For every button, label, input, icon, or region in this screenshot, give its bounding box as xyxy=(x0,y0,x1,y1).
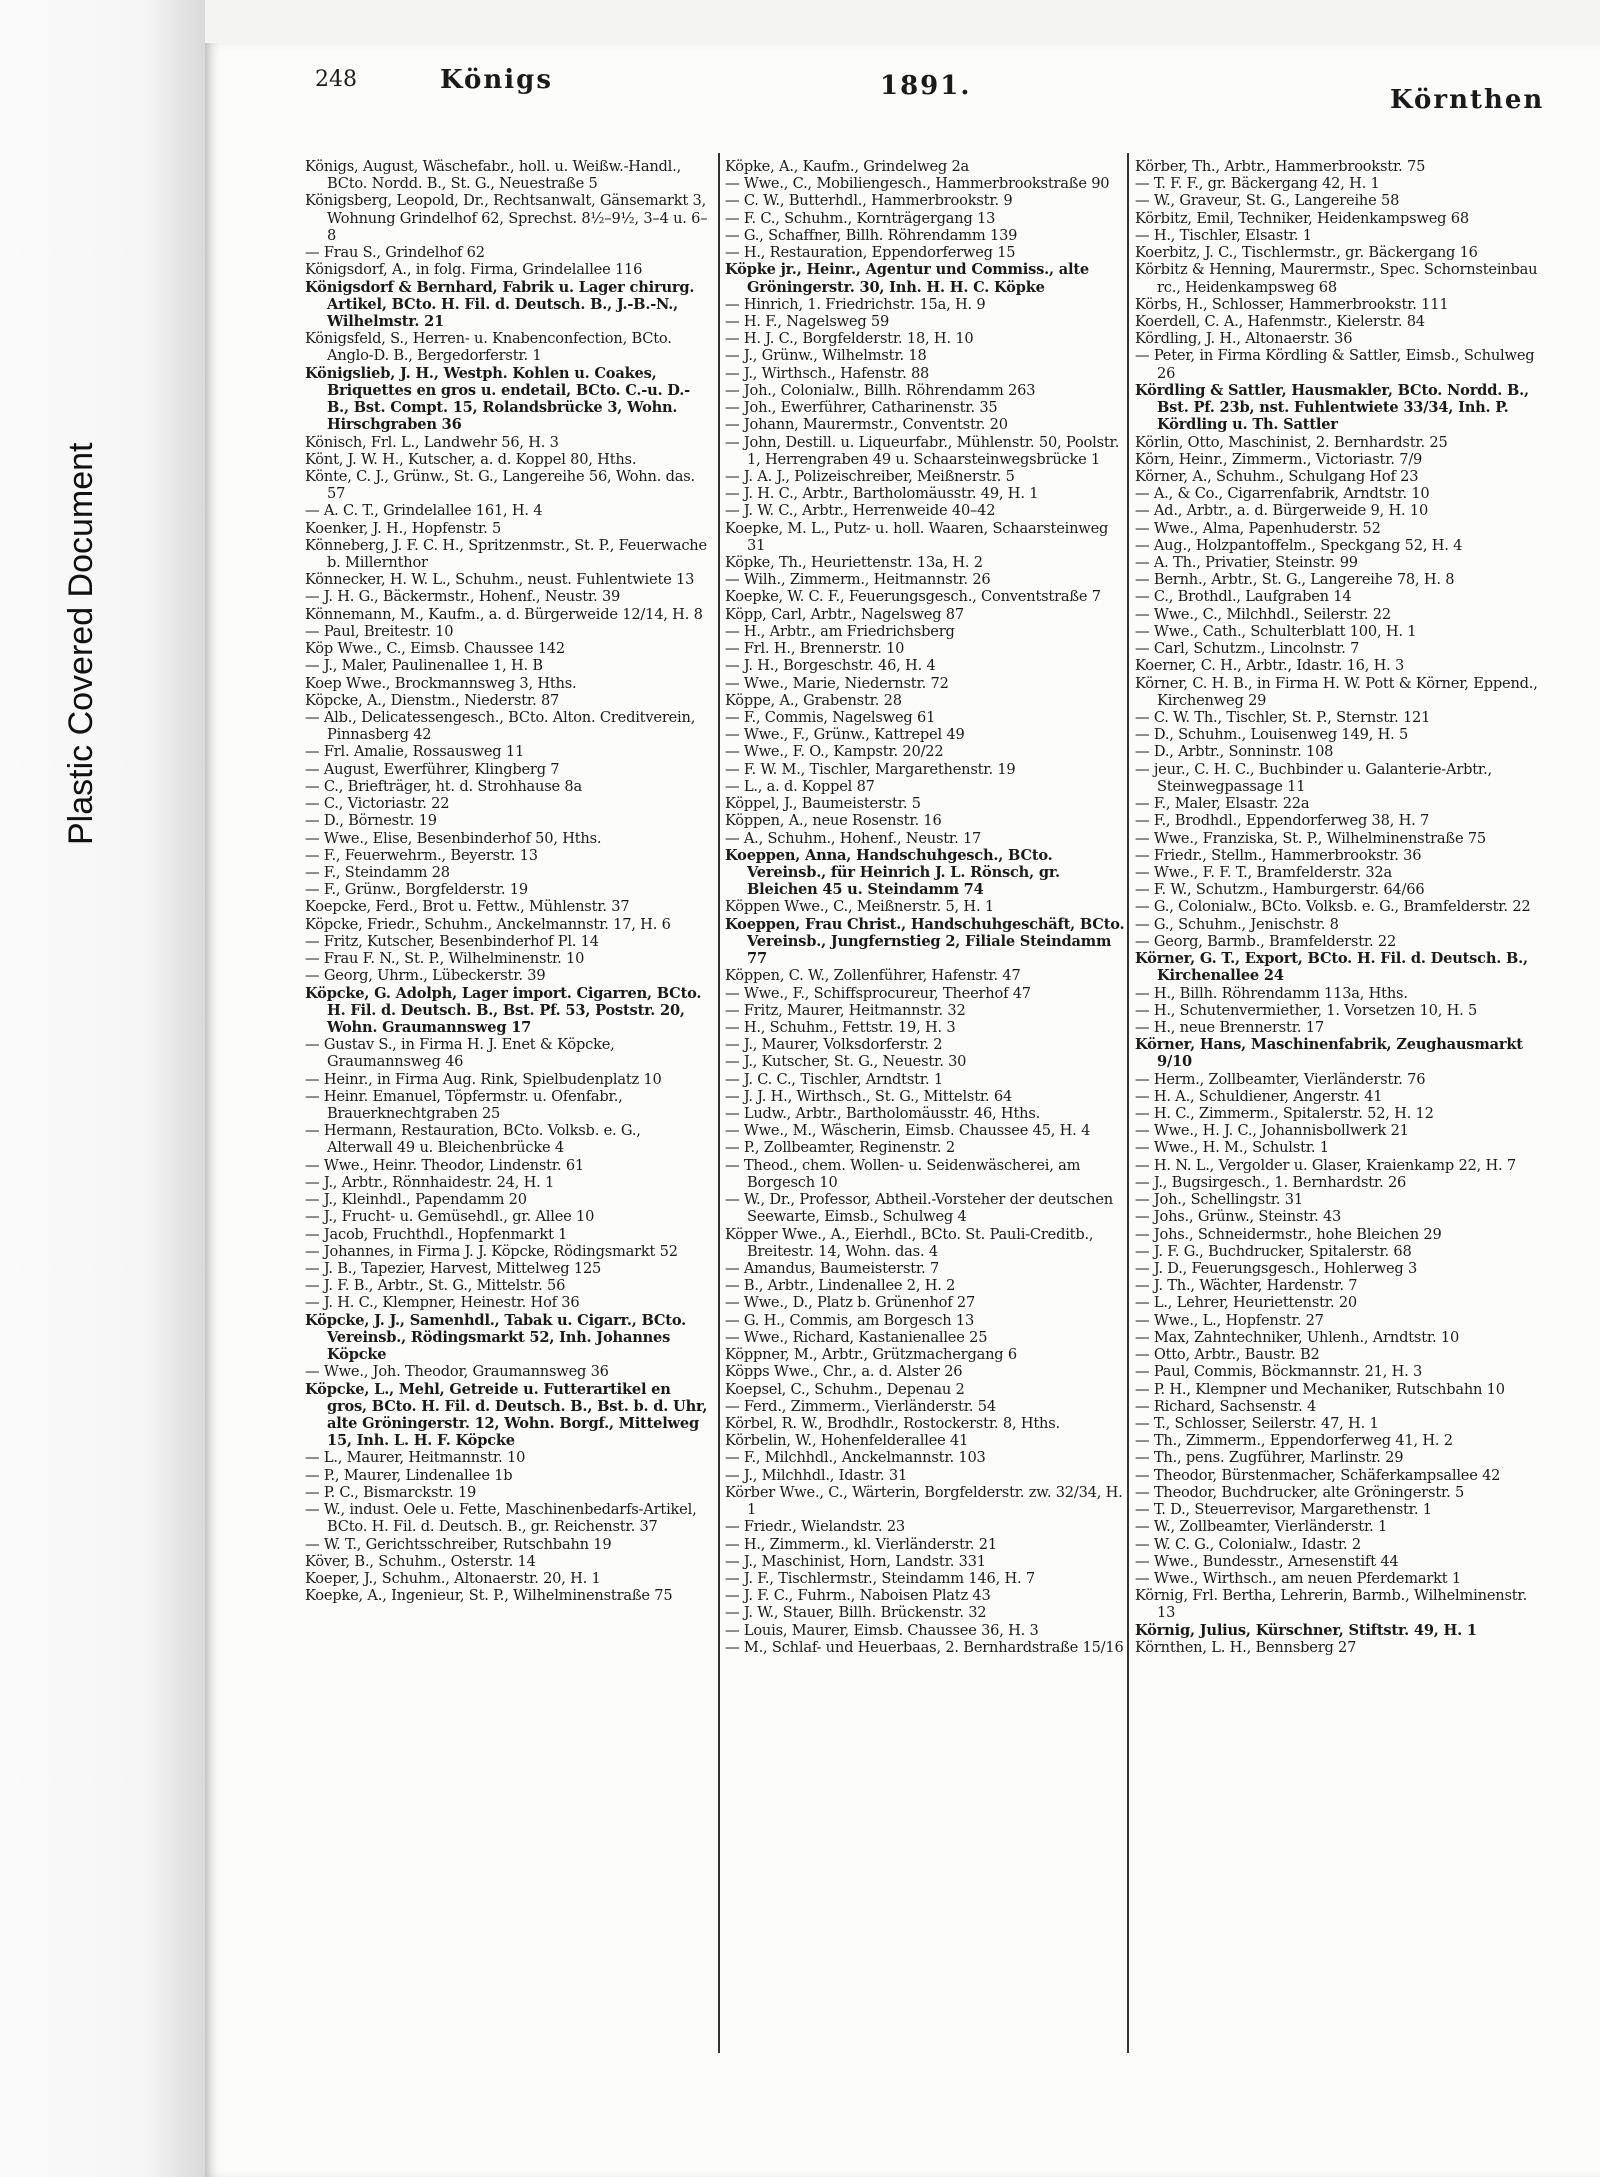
directory-entry: Köpcke, A., Dienstm., Niederstr. 87 xyxy=(305,691,560,709)
directory-entry: — J. H. C., Arbtr., Bartholomäusstr. 49, H. 1 xyxy=(725,485,1039,503)
directory-entry: — Johann, Maurermstr., Conventstr. 20 xyxy=(725,416,1008,434)
directory-entry: — T. F. F., gr. Bäckergang 42, H. 1 xyxy=(1135,175,1380,193)
directory-entry: — Gustav S., in Firma H. J. Enet & Köpcke, Graumannsweg 46 xyxy=(305,1036,615,1071)
directory-entry: — Wwe., F., Grünw., Kattrepel 49 xyxy=(725,726,965,744)
directory-entry: — C. W. Th., Tischler, St. P., Sternstr. 121 xyxy=(1135,709,1431,726)
directory-entry: — Johs., Schneidermstr., hohe Bleichen 29 xyxy=(1135,1225,1442,1243)
directory-entry: Könneberg, J. F. C. H., Spritzenmstr., St. P., Feuerwache b. Millernthor xyxy=(305,536,707,572)
directory-entry: Koeppen, Anna, Handschuhgesch., BCto. Vereinsb., für Heinrich J. L. Rönsch, gr. Bleichen 45 u. Steindamm 74 xyxy=(725,846,1060,899)
directory-entry: — F. C., Schuhm., Kornträgergang 13 xyxy=(725,209,996,227)
directory-entry: — D., Schuhm., Louisenweg 149, H. 5 xyxy=(1135,726,1409,744)
directory-entry: Köp Wwe., C., Eimsb. Chaussee 142 xyxy=(305,640,565,658)
directory-entry: — Wwe., F. O., Kampstr. 20/22 xyxy=(725,743,944,761)
directory-entry: Körbitz, Emil, Techniker, Heidenkampsweg 68 xyxy=(1135,209,1469,227)
directory-entry: Königsdorf, A., in folg. Firma, Grindelallee 116 xyxy=(305,261,643,279)
directory-entry: — Louis, Maurer, Eimsb. Chaussee 36, H. 3 xyxy=(725,1621,1039,1639)
directory-entry: — L., Maurer, Heitmannstr. 10 xyxy=(305,1449,526,1467)
directory-entry: Körbitz & Henning, Maurermstr., Spec. Schornsteinbau rc., Heidenkampsweg 68 xyxy=(1135,261,1538,296)
directory-entry: — August, Ewerführer, Klingberg 7 xyxy=(305,760,560,778)
directory-entry: — J. W. C., Arbtr., Herrenweide 40–42 xyxy=(725,502,996,520)
directory-entry: — W. C. G., Colonialw., Idastr. 2 xyxy=(1135,1535,1361,1553)
directory-entry: — Bernh., Arbtr., St. G., Langereihe 78, H. 8 xyxy=(1135,571,1455,589)
directory-entry: Köppner, M., Arbtr., Grützmachergang 6 xyxy=(725,1346,1017,1364)
directory-entry: — Wwe., C., Mobiliengesch., Hammerbrookstraße 90 xyxy=(725,175,1110,193)
directory-entry: — Aug., Holzpantoffelm., Speckgang 52, H. 4 xyxy=(1135,536,1463,554)
directory-entry: Köpper Wwe., A., Eierhdl., BCto. St. Pauli-Creditb., Breitestr. 14, Wohn. das. 4 xyxy=(725,1225,1094,1260)
directory-entry: — J., Milchhdl., Idastr. 31 xyxy=(725,1466,908,1484)
directory-entry: — T., Schlosser, Seilerstr. 47, H. 1 xyxy=(1135,1414,1379,1432)
directory-entry: Körner, G. T., Export, BCto. H. Fil. d. Deutsch. B., Kirchenallee 24 xyxy=(1135,950,1528,985)
directory-entry: Körner, Hans, Maschinenfabrik, Zeughausmarkt 9/10 xyxy=(1135,1036,1523,1071)
directory-entry: — L., Lehrer, Heuriettenstr. 20 xyxy=(1135,1294,1358,1312)
directory-entry: — F., Commis, Nagelsweg 61 xyxy=(725,709,936,726)
directory-entry: — F., Grünw., Borgfelderstr. 19 xyxy=(305,881,528,899)
directory-entry: Königsberg, Leopold, Dr., Rechtsanwalt, Gänsemarkt 3, Wohnung Grindelhof 62, Sprechst. 8½–9½, 3–4 u. 6–8 xyxy=(305,192,708,244)
directory-entry: — J. B., Tapezier, Harvest, Mittelweg 125 xyxy=(305,1260,602,1277)
directory-entry: — P. C., Bismarckstr. 19 xyxy=(305,1483,477,1501)
directory-entry: — Peter, in Firma Kördling & Sattler, Eimsb., Schulweg 26 xyxy=(1135,347,1535,382)
directory-entry: — Richard, Sachsenstr. 4 xyxy=(1135,1397,1317,1415)
directory-entry: — H., Schutenvermiether, 1. Vorsetzen 10, H. 5 xyxy=(1135,1001,1478,1019)
directory-entry: — H. F., Nagelsweg 59 xyxy=(725,312,890,330)
directory-entry: — Frau F. N., St. P., Wilhelminenstr. 10 xyxy=(305,950,585,968)
directory-entry: — J. F. C., Fuhrm., Naboisen Platz 43 xyxy=(725,1587,991,1605)
directory-entry: — J., Kleinhdl., Papendamm 20 xyxy=(305,1191,527,1209)
directory-entry: — J., Maurer, Volksdorferstr. 2 xyxy=(725,1036,943,1054)
directory-entry: — Wwe., H. M., Schulstr. 1 xyxy=(1135,1139,1329,1157)
directory-entry: — Joh., Ewerführer, Catharinenstr. 35 xyxy=(725,399,998,417)
directory-entry: — J. H. C., Klempner, Heinestr. Hof 36 xyxy=(305,1294,580,1312)
right-running-head: Körnthen xyxy=(1390,85,1545,115)
directory-entry: Könisch, Frl. L., Landwehr 56, H. 3 xyxy=(305,433,559,451)
directory-entry: — J., Arbtr., Rönnhaidestr. 24, H. 1 xyxy=(305,1173,555,1191)
directory-entry: — P., Maurer, Lindenallee 1b xyxy=(305,1466,513,1484)
directory-entry: — F. W., Schutzm., Hamburgerstr. 64/66 xyxy=(1135,881,1425,899)
directory-entry: — Johannes, in Firma J. J. Köpcke, Rödingsmarkt 52 xyxy=(305,1242,678,1260)
directory-entry: — John, Destill. u. Liqueurfabr., Mühlenstr. 50, Poolstr. 1, Herrengraben 49 u. Schaarsteinwegsbrücke 1 xyxy=(725,433,1120,468)
directory-entry: — Wwe., L., Hopfenstr. 27 xyxy=(1135,1311,1324,1329)
directory-entry: Könnecker, H. W. L., Schuhm., neust. Fuhlentwiete 13 xyxy=(305,571,695,589)
directory-entry: — J., Bugsirgesch., 1. Bernhardstr. 26 xyxy=(1135,1173,1407,1191)
directory-entry: — H. C., Zimmerm., Spitalerstr. 52, H. 12 xyxy=(1135,1105,1434,1123)
directory-entry: — Th., Zimmerm., Eppendorferweg 41, H. 2 xyxy=(1135,1432,1453,1450)
column-divider xyxy=(718,153,720,2053)
directory-entry: Köpke, Th., Heuriettenstr. 13a, H. 2 xyxy=(725,554,983,572)
directory-entry: — D., Arbtr., Sonninstr. 108 xyxy=(1135,743,1334,761)
directory-entry: — Wwe., M., Wäscherin, Eimsb. Chaussee 45, H. 4 xyxy=(725,1122,1091,1140)
directory-entry: Körnig, Julius, Kürschner, Stiftstr. 49, H. 1 xyxy=(1135,1621,1477,1639)
directory-entry: — C., Victoriastr. 22 xyxy=(305,795,450,813)
directory-entry: Kördling, J. H., Altonaerstr. 36 xyxy=(1135,330,1353,348)
directory-page xyxy=(205,43,1600,2177)
directory-entry: — Heinr. Emanuel, Töpfermstr. u. Ofenfabr., Brauerknechtgraben 25 xyxy=(305,1087,623,1123)
directory-entry: Königsfeld, S., Herren- u. Knabenconfection, BCto. Anglo-D. B., Bergedorferstr. 1 xyxy=(305,330,672,365)
directory-entry: — Wwe., Bundesstr., Arnesenstift 44 xyxy=(1135,1552,1399,1570)
directory-entry: — Herm., Zollbeamter, Vierländerstr. 76 xyxy=(1135,1070,1426,1088)
directory-entry: — Wwe., Richard, Kastanienallee 25 xyxy=(725,1328,988,1346)
directory-entry: — Theodor, Bürstenmacher, Schäferkampsallee 42 xyxy=(1135,1466,1501,1484)
directory-entry: — Johs., Grünw., Steinstr. 43 xyxy=(1135,1208,1342,1226)
directory-entry: — Paul, Breitestr. 10 xyxy=(305,622,454,640)
directory-entry: — Frau S., Grindelhof 62 xyxy=(305,244,485,262)
directory-entry: — Wwe., Wirthsch., am neuen Pferdemarkt 1 xyxy=(1135,1569,1461,1587)
directory-entry: — Wilh., Zimmerm., Heitmannstr. 26 xyxy=(725,571,991,589)
directory-entry: Koepke, W. C. F., Feuerungsgesch., Conventstraße 7 xyxy=(725,588,1101,606)
directory-entry: — Wwe., F., Schiffsprocureur, Theerhof 47 xyxy=(725,984,1031,1002)
directory-entry: — Wwe., Cath., Schulterblatt 100, H. 1 xyxy=(1135,622,1417,640)
directory-entry: Körbel, R. W., Brodhdlr., Rostockerstr. 8, Hths. xyxy=(725,1414,1060,1432)
directory-entry: Koerdell, C. A., Hafenmstr., Kielerstr. 84 xyxy=(1135,312,1425,330)
directory-column-2 xyxy=(725,158,1130,2058)
directory-entry: — Wwe., D., Platz b. Grünenhof 27 xyxy=(725,1294,976,1312)
directory-entry: — F. W. M., Tischler, Margarethenstr. 19 xyxy=(725,760,1016,778)
directory-entry: — H. N. L., Vergolder u. Glaser, Kraienkamp 22, H. 7 xyxy=(1135,1156,1517,1174)
directory-entry: — H., Zimmerm., kl. Vierländerstr. 21 xyxy=(725,1535,997,1553)
directory-entry: Köppen, A., neue Rosenstr. 16 xyxy=(725,812,942,830)
directory-column-1 xyxy=(305,158,710,2058)
directory-entry: — H., Schuhm., Fettstr. 19, H. 3 xyxy=(725,1018,956,1036)
directory-entry: Körbelin, W., Hohenfelderallee 41 xyxy=(725,1432,969,1450)
directory-entry: Koenker, J. H., Hopfenstr. 5 xyxy=(305,519,502,537)
directory-entry: — H., neue Brennerstr. 17 xyxy=(1135,1018,1324,1036)
directory-entry: Koeper, J., Schuhm., Altonaerstr. 20, H. 1 xyxy=(305,1569,601,1587)
directory-entry: Körner, A., Schuhm., Schulgang Hof 23 xyxy=(1135,467,1419,485)
directory-entry: Koerbitz, J. C., Tischlermstr., gr. Bäckergang 16 xyxy=(1135,244,1478,262)
directory-entry: — A. Th., Privatier, Steinstr. 99 xyxy=(1135,554,1358,572)
directory-entry: Köver, B., Schuhm., Osterstr. 14 xyxy=(305,1552,536,1570)
directory-entry: — G., Colonialw., BCto. Volksb. e. G., Bramfelderstr. 22 xyxy=(1135,898,1531,916)
directory-entry: Könnemann, M., Kaufm., a. d. Bürgerweide 12/14, H. 8 xyxy=(305,605,703,623)
directory-entry: Könte, C. J., Grünw., St. G., Langereihe 56, Wohn. das. 57 xyxy=(305,467,695,503)
directory-entry: — F., Steindamm 28 xyxy=(305,863,450,881)
directory-entry: — F., Brodhdl., Eppendorferweg 38, H. 7 xyxy=(1135,812,1430,830)
directory-entry: — Wwe., Heinr. Theodor, Lindenstr. 61 xyxy=(305,1156,585,1174)
directory-entry: Königslieb, J. H., Westph. Kohlen u. Coakes, Briquettes en gros u. endetail, BCto. C.-u. D.-B., Bst. Compt. 15, Rolandsbrücke 3, Wohn. Hirschgraben 36 xyxy=(305,364,690,434)
directory-entry: — Joh., Schellingstr. 31 xyxy=(1135,1191,1303,1209)
directory-entry: Köpcke, Friedr., Schuhm., Anckelmannstr. 17, H. 6 xyxy=(305,915,671,933)
directory-entry: — J., Grünw., Wilhelmstr. 18 xyxy=(725,347,927,365)
directory-entry: — J. W., Stauer, Billh. Brückenstr. 32 xyxy=(725,1604,987,1622)
directory-entry: — J., Wirthsch., Hafenstr. 88 xyxy=(725,364,930,382)
directory-entry: — Wwe., Marie, Niedernstr. 72 xyxy=(725,674,949,692)
directory-column-3 xyxy=(1135,158,1540,2058)
directory-entry: — Theod., chem. Wollen- u. Seidenwäscherei, am Borgesch 10 xyxy=(725,1156,1081,1191)
directory-entry: — J., Maler, Paulinenallee 1, H. B xyxy=(305,657,543,675)
directory-entry: Köpcke, J. J., Samenhdl., Tabak u. Cigarr., BCto. Vereinsb., Rödingsmarkt 52, Inh. Johannes Köpcke xyxy=(305,1311,686,1364)
directory-entry: Köpke, A., Kaufm., Grindelweg 2a xyxy=(725,158,970,175)
directory-entry: — Fritz, Maurer, Heitmannstr. 32 xyxy=(725,1001,966,1019)
plastic-stamp: Plastic Covered Document xyxy=(62,442,100,845)
directory-entry: — C. W., Butterhdl., Hammerbrookstr. 9 xyxy=(725,192,1013,210)
directory-entry: — J. A. J., Polizeischreiber, Meißnerstr. 5 xyxy=(725,467,1015,485)
directory-entry: — A., Schuhm., Hohenf., Neustr. 17 xyxy=(725,829,982,847)
directory-entry: — J. D., Feuerungsgesch., Hohlerweg 3 xyxy=(1135,1260,1418,1277)
directory-entry: — Ad., Arbtr., a. d. Bürgerweide 9, H. 10 xyxy=(1135,502,1429,520)
directory-entry: — Frl. Amalie, Rossausweg 11 xyxy=(305,743,525,761)
directory-entry: — G. H., Commis, am Borgesch 13 xyxy=(725,1311,975,1329)
directory-entry: — C., Briefträger, ht. d. Strohhause 8a xyxy=(305,777,583,795)
directory-entry: — H., Arbtr., am Friedrichsberg xyxy=(725,622,955,640)
directory-entry: — Theodor, Buchdrucker, alte Gröningerstr. 5 xyxy=(1135,1483,1465,1501)
directory-entry: — J., Kutscher, St. G., Neuestr. 30 xyxy=(725,1053,967,1071)
directory-entry: — J. H., Borgeschstr. 46, H. 4 xyxy=(725,657,936,675)
directory-entry: — H. A., Schuldiener, Angerstr. 41 xyxy=(1135,1087,1383,1105)
directory-entry: — P. H., Klempner und Mechaniker, Rutschbahn 10 xyxy=(1135,1380,1505,1398)
directory-entry: — Heinr., in Firma Aug. Rink, Spielbudenplatz 10 xyxy=(305,1070,662,1088)
directory-entry: — Frl. H., Brennerstr. 10 xyxy=(725,640,905,658)
directory-entry: — Hermann, Restauration, BCto. Volksb. e. G., Alterwall 49 u. Bleichenbrücke 4 xyxy=(305,1122,641,1157)
directory-entry: — W. T., Gerichtsschreiber, Rutschbahn 19 xyxy=(305,1535,612,1553)
directory-entry: — C., Brothdl., Laufgraben 14 xyxy=(1135,588,1352,606)
directory-entry: — Wwe., H. J. C., Johannisbollwerk 21 xyxy=(1135,1122,1409,1140)
directory-entry: — G., Schuhm., Jenischstr. 8 xyxy=(1135,915,1339,933)
directory-entry: — Wwe., Franziska, St. P., Wilhelminenstraße 75 xyxy=(1135,829,1487,847)
directory-entry: — Wwe., Joh. Theodor, Graumannsweg 36 xyxy=(305,1363,609,1381)
year-heading: 1891. xyxy=(880,71,972,101)
directory-entry: Köpp, Carl, Arbtr., Nagelsweg 87 xyxy=(725,605,964,623)
directory-entry: — J. Th., Wächter, Hardenstr. 7 xyxy=(1135,1277,1358,1295)
directory-entry: Körber, Th., Arbtr., Hammerbrookstr. 75 xyxy=(1135,158,1426,175)
page-number: 248 xyxy=(315,67,357,92)
directory-entry: — J. F. G., Buchdrucker, Spitalerstr. 68 xyxy=(1135,1242,1412,1260)
directory-entry: — H., Restauration, Eppendorferweg 15 xyxy=(725,244,1016,262)
directory-entry: Köppen, C. W., Zollenführer, Hafenstr. 47 xyxy=(725,967,1021,985)
directory-entry: Köpcke, G. Adolph, Lager import. Cigarren, BCto. H. Fil. d. Deutsch. B., Bst. Pf. 53, Poststr. 20, Wohn. Graumannsweg 17 xyxy=(305,984,702,1036)
directory-entry: Königs, August, Wäschefabr., holl. u. Weißw.-Handl., BCto. Nordd. B., St. G., Neuestraße 5 xyxy=(305,158,682,193)
directory-entry: — Wwe., Alma, Papenhuderstr. 52 xyxy=(1135,519,1381,537)
directory-entry: — M., Schlaf- und Heuerbaas, 2. Bernhardstraße 15/16 xyxy=(725,1638,1124,1656)
directory-entry: — J. H. G., Bäckermstr., Hohenf., Neustr. 39 xyxy=(305,588,621,606)
directory-entry: Königsdorf & Bernhard, Fabrik u. Lager chirurg. Artikel, BCto. H. Fil. d. Deutsch. B., J.-B.-N., Wilhelmstr. 21 xyxy=(305,278,695,330)
directory-entry: — Alb., Delicatessengesch., BCto. Alton. Creditverein, Pinnasberg 42 xyxy=(305,709,696,744)
directory-entry: — Ludw., Arbtr., Bartholomäusstr. 46, Hths. xyxy=(725,1105,1041,1123)
directory-entry: — Th., pens. Zugführer, Marlinstr. 29 xyxy=(1135,1449,1404,1467)
directory-entry: — B., Arbtr., Lindenallee 2, H. 2 xyxy=(725,1277,956,1295)
directory-entry: — Fritz, Kutscher, Besenbinderhof Pl. 14 xyxy=(305,932,599,950)
directory-entry: — Amandus, Baumeisterstr. 7 xyxy=(725,1260,940,1277)
directory-entry: — jeur., C. H. C., Buchbinder u. Galanterie-Arbtr., Steinwegpassage 11 xyxy=(1135,760,1492,795)
directory-entry: — H., Billh. Röhrendamm 113a, Hths. xyxy=(1135,984,1408,1002)
directory-entry: — Friedr., Wielandstr. 23 xyxy=(725,1518,906,1536)
directory-entry: — A., & Co., Cigarrenfabrik, Arndtstr. 10 xyxy=(1135,485,1430,503)
directory-entry: Körnthen, L. H., Bennsberg 27 xyxy=(1135,1638,1357,1656)
directory-entry: Köpke jr., Heinr., Agentur und Commiss., alte Gröningerstr. 30, Inh. H. H. C. Köpke xyxy=(725,261,1089,296)
directory-entry: Koepke, A., Ingenieur, St. P., Wilhelminenstraße 75 xyxy=(305,1587,673,1605)
directory-entry: — W., Zollbeamter, Vierländerstr. 1 xyxy=(1135,1518,1388,1536)
directory-entry: — J. C. C., Tischler, Arndtstr. 1 xyxy=(725,1070,943,1088)
directory-entry: — Georg, Uhrm., Lübeckerstr. 39 xyxy=(305,967,546,985)
directory-entry: — H., Tischler, Elsastr. 1 xyxy=(1135,226,1312,244)
directory-entry: Köppe, A., Grabenstr. 28 xyxy=(725,691,902,709)
directory-entry: — Paul, Commis, Böckmannstr. 21, H. 3 xyxy=(1135,1363,1423,1381)
directory-entry: Koeppen, Frau Christ., Handschuhgeschäft, BCto. Vereinsb., Jungfernstieg 2, Filiale Steindamm 77 xyxy=(725,915,1125,968)
directory-entry: Köpps Wwe., Chr., a. d. Alster 26 xyxy=(725,1363,963,1381)
directory-entry: — Jacob, Fruchthdl., Hopfenmarkt 1 xyxy=(305,1225,568,1243)
directory-entry: Koep Wwe., Brockmannsweg 3, Hths. xyxy=(305,674,577,692)
directory-entry: Köpcke, L., Mehl, Getreide u. Futterartikel en gros, BCto. H. Fil. d. Deutsch. B., Bst. b. d. Uhr, alte Gröningerstr. 12, Wohn. Borgf., Mittelweg 15, Inh. L. H. F. Köpcke xyxy=(305,1380,708,1450)
directory-entry: Körber Wwe., C., Wärterin, Borgfelderstr. zw. 32/34, H. 1 xyxy=(725,1483,1123,1519)
directory-entry: — J., Maschinist, Horn, Landstr. 331 xyxy=(725,1552,986,1570)
directory-entry: Körn, Heinr., Zimmerm., Victoriastr. 7/9 xyxy=(1135,450,1423,468)
directory-entry: — P., Zollbeamter, Reginenstr. 2 xyxy=(725,1139,955,1157)
directory-entry: — H. J. C., Borgfelderstr. 18, H. 10 xyxy=(725,330,974,348)
directory-entry: — Joh., Colonialw., Billh. Röhrendamm 263 xyxy=(725,381,1036,399)
directory-entry: Körlin, Otto, Maschinist, 2. Bernhardstr. 25 xyxy=(1135,433,1448,451)
directory-entry: — W., Dr., Professor, Abtheil.-Vorsteher der deutschen Seewarte, Eimsb., Schulweg 4 xyxy=(725,1191,1113,1226)
directory-entry: — W., Graveur, St. G., Langereihe 58 xyxy=(1135,192,1400,210)
directory-entry: Köppen Wwe., C., Meißnerstr. 5, H. 1 xyxy=(725,898,994,916)
directory-entry: — F., Feuerwehrm., Beyerstr. 13 xyxy=(305,846,538,864)
directory-entry: — Wwe., Elise, Besenbinderhof 50, Hths. xyxy=(305,829,602,847)
page-binding-margin xyxy=(0,0,205,2177)
directory-entry: — J. F., Tischlermstr., Steindamm 146, H. 7 xyxy=(725,1569,1035,1587)
directory-entry: — Hinrich, 1. Friedrichstr. 15a, H. 9 xyxy=(725,295,986,313)
directory-entry: — Ferd., Zimmerm., Vierländerstr. 54 xyxy=(725,1397,996,1415)
directory-entry: — L., a. d. Koppel 87 xyxy=(725,777,875,795)
left-running-head: Königs xyxy=(440,65,553,95)
directory-entry: Könt, J. W. H., Kutscher, a. d. Koppel 80, Hths. xyxy=(305,450,637,468)
directory-entry: — J. F. B., Arbtr., St. G., Mittelstr. 56 xyxy=(305,1277,566,1295)
directory-entry: — J. J. H., Wirthsch., St. G., Mittelstr. 64 xyxy=(725,1087,1013,1105)
directory-entry: — Max, Zahntechniker, Uhlenh., Arndtstr. 10 xyxy=(1135,1328,1460,1346)
directory-entry: — Georg, Barmb., Bramfelderstr. 22 xyxy=(1135,932,1397,950)
directory-entry: — Wwe., F. F. T., Bramfelderstr. 32a xyxy=(1135,863,1393,881)
directory-entry: Koepcke, Ferd., Brot u. Fettw., Mühlenstr. 37 xyxy=(305,898,630,916)
directory-entry: — T. D., Steuerrevisor, Margarethenstr. 1 xyxy=(1135,1501,1432,1519)
directory-entry: Körnig, Frl. Bertha, Lehrerin, Barmb., Wilhelminenstr. 13 xyxy=(1135,1587,1528,1622)
directory-entry: — W., indust. Oele u. Fette, Maschinenbedarfs-Artikel, BCto. H. Fil. d. Deutsch. B., gr. Reichenstr. 37 xyxy=(305,1501,697,1536)
directory-entry: Koerner, C. H., Arbtr., Idastr. 16, H. 3 xyxy=(1135,657,1405,675)
page-header xyxy=(315,61,1600,115)
directory-entry: — J., Frucht- u. Gemüsehdl., gr. Allee 10 xyxy=(305,1208,595,1226)
directory-entry: — Carl, Schutzm., Lincolnstr. 7 xyxy=(1135,640,1360,658)
directory-entry: — Wwe., C., Milchhdl., Seilerstr. 22 xyxy=(1135,605,1391,623)
directory-entry: — F., Milchhdl., Anckelmannstr. 103 xyxy=(725,1449,986,1467)
directory-entry: Körner, C. H. B., in Firma H. W. Pott & Körner, Eppend., Kirchenweg 29 xyxy=(1135,674,1538,709)
directory-entry: Kördling & Sattler, Hausmakler, BCto. Nordd. B., Bst. Pf. 23b, nst. Fuhlentwiete 33/34, Inh. P. Kördling u. Th. Sattler xyxy=(1135,381,1529,434)
directory-entry: Köppel, J., Baumeisterstr. 5 xyxy=(725,795,921,813)
directory-entry: — D., Börnestr. 19 xyxy=(305,812,437,830)
directory-entry: — F., Maler, Elsastr. 22a xyxy=(1135,795,1310,813)
directory-entry: Koepke, M. L., Putz- u. holl. Waaren, Schaarsteinweg 31 xyxy=(725,519,1109,554)
directory-entry: — G., Schaffner, Billh. Röhrendamm 139 xyxy=(725,226,1018,244)
directory-entry: — Otto, Arbtr., Baustr. B2 xyxy=(1135,1346,1320,1364)
directory-entry: — Friedr., Stellm., Hammerbrookstr. 36 xyxy=(1135,846,1422,864)
directory-entry: Koepsel, C., Schuhm., Depenau 2 xyxy=(725,1380,965,1398)
directory-entry: — A. C. T., Grindelallee 161, H. 4 xyxy=(305,502,543,520)
directory-entry: Körbs, H., Schlosser, Hammerbrookstr. 111 xyxy=(1135,295,1449,313)
